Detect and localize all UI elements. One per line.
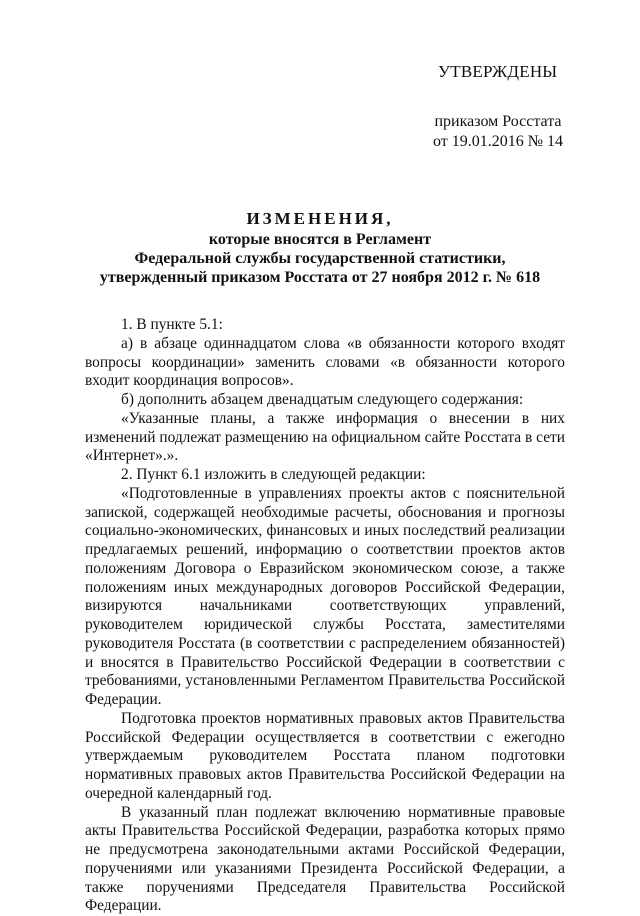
title-line-1: которые вносятся в Регламент <box>40 230 600 249</box>
order-reference-line-2: от 19.01.2016 № 14 <box>398 132 598 152</box>
paragraph-item-2: 2. Пункт 6.1 изложить в следующей редакции: <box>85 466 565 485</box>
paragraph-item-1: 1. В пункте 5.1: <box>85 316 565 335</box>
document-title <box>40 208 600 287</box>
order-reference-line-1: приказом Росстата <box>398 112 598 132</box>
order-reference <box>398 112 598 152</box>
paragraph-plan-inclusion: В указанный план подлежат включению нормативные правовые акты Правительства Российской Федерации, разработка которых прямо не предусмотрена законодательными актами Российской Федерации, поручениями или указаниями Президента Российской Федерации, а также поручениями Председателя Правительства Российской Федерации. <box>85 804 565 916</box>
title-line-2: Федеральной службы государственной статистики, <box>40 249 600 268</box>
paragraph-quote-projects: «Подготовленные в управлениях проекты актов с пояснительной запиской, содержащей необходимые расчеты, обоснования и прогнозы социально-экономических, финансовых и иных последствий реализации предлагаемых решений, информацию о соответствии проектов актов положениям Договора о Евразийском экономическом союзе, а также положениям иных международных договоров Российской Федерации, визируются начальниками соответствующих управлений, руководителем юридической службы Росстата, заместителями руководителя Росстата (в соответствии с распределением обязанностей) и вносятся в Правительство Российской Федерации в соответствии с требованиями, установленными Регламентом Правительства Российской Федерации. <box>85 485 565 710</box>
document-body <box>85 316 565 916</box>
approval-stamp: УТВЕРЖДЕНЫ <box>438 62 557 82</box>
title-main: ИЗМЕНЕНИЯ, <box>40 208 600 230</box>
paragraph-quote-plans: «Указанные планы, а также информация о внесении в них изменений подлежат размещению на официальном сайте Росстата в сети «Интернет».». <box>85 410 565 466</box>
paragraph-item-1a: а) в абзаце одиннадцатом слова «в обязанности которого входят вопросы координации» заменить словами «в обязанности которого входит координация вопросов». <box>85 335 565 391</box>
paragraph-item-1b: б) дополнить абзацем двенадцатым следующего содержания: <box>85 391 565 410</box>
title-line-3: утвержденный приказом Росстата от 27 ноября 2012 г. № 618 <box>40 268 600 287</box>
paragraph-preparation: Подготовка проектов нормативных правовых актов Правительства Российской Федерации осуществляется в соответствии с ежегодно утверждаемым руководителем Росстата планом подготовки нормативных правовых актов Правительства Российской Федерации на очередной календарный год. <box>85 710 565 804</box>
